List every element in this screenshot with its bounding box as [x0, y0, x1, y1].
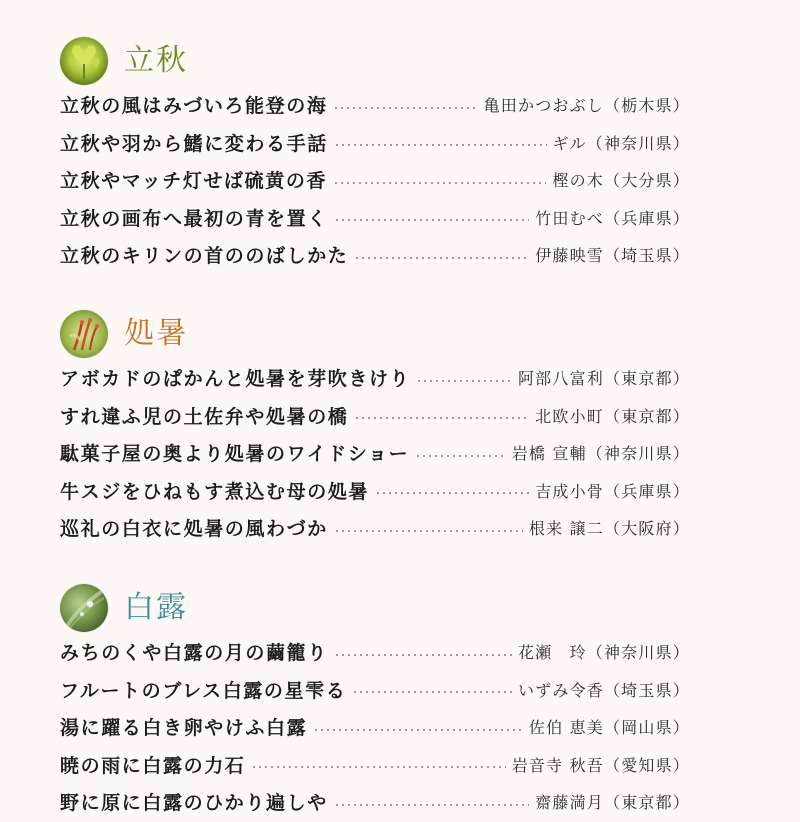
haiku-author: 佐伯 恵美（岡山県） — [528, 718, 690, 738]
haiku-row — [60, 671, 690, 709]
haiku-row — [60, 236, 690, 274]
dotted-leader — [354, 257, 529, 259]
haiku-author: いずみ令香（埼玉県） — [517, 680, 690, 700]
haiku-author: 亀田かつおぶし（栃木県） — [483, 96, 690, 116]
haiku-text: 暁の雨に白露の力石 — [60, 754, 246, 777]
haiku-text: 駄菓子屋の奥より処暑のワイドショー — [60, 443, 410, 466]
haiku-author: 伊藤映雪（埼玉県） — [535, 246, 690, 266]
haiku-row — [60, 472, 690, 510]
dotted-leader — [334, 144, 547, 146]
haiku-author: 吉成小骨（兵庫県） — [535, 481, 690, 501]
dotted-leader — [415, 455, 505, 457]
haiku-text: 立秋や羽から鰭に変わる手話 — [60, 132, 328, 155]
haiku-author: 竹田むべ（兵庫県） — [535, 208, 690, 228]
section-header — [60, 36, 188, 86]
haiku-text: 立秋の画布へ最初の青を置く — [60, 207, 328, 230]
haiku-list — [60, 359, 690, 547]
haiku-row — [60, 633, 690, 671]
haiku-row — [60, 359, 690, 397]
haiku-author: 根来 譲二（大阪府） — [528, 519, 690, 539]
dotted-leader — [334, 804, 529, 806]
section-title: 立秋 — [124, 43, 188, 78]
dotted-leader — [352, 691, 512, 693]
haiku-row — [60, 509, 690, 547]
dotted-leader — [334, 654, 512, 656]
haiku-row — [60, 86, 690, 124]
haiku-author: 樫の木（大分県） — [552, 171, 690, 191]
haiku-author: 阿部八富利（東京都） — [517, 369, 690, 389]
haiku-row — [60, 124, 690, 162]
haiku-text: すれ違ふ児の土佐弁や処暑の橋 — [60, 405, 349, 428]
haiku-text: 野に原に白露のひかり遍しや — [60, 792, 328, 815]
red-lily-flower-icon — [60, 310, 108, 358]
haiku-author: ギル（神奈川県） — [552, 133, 690, 153]
haiku-author: 岩音寺 秋吾（愛知県） — [511, 755, 690, 775]
haiku-text: 湯に躍る白き卵やけふ白露 — [60, 717, 308, 740]
haiku-text: アボカドのぱかんと処暑を芽吹きけり — [60, 368, 411, 391]
haiku-text: 立秋の風はみづいろ能登の海 — [60, 95, 328, 118]
haiku-row — [60, 746, 690, 784]
section-title: 処暑 — [124, 316, 188, 351]
dotted-leader — [375, 492, 529, 494]
haiku-text: フルートのブレス白露の星雫る — [60, 679, 347, 702]
haiku-row — [60, 434, 690, 472]
haiku-text: みちのくや白露の月の繭籠り — [60, 642, 328, 665]
haiku-author: 岩橋 宣輔（神奈川県） — [511, 444, 690, 464]
dotted-leader — [313, 729, 523, 731]
dotted-leader — [416, 380, 512, 382]
haiku-row — [60, 161, 690, 199]
section-title: 白露 — [124, 590, 188, 625]
haiku-text: 巡礼の白衣に処暑の風わづか — [60, 518, 328, 541]
haiku-text: 立秋やマッチ灯せば硫黄の香 — [60, 170, 328, 193]
haiku-list — [60, 633, 690, 821]
haiku-text: 牛スジをひねもす煮込む母の処暑 — [60, 480, 370, 503]
section-header — [60, 583, 188, 633]
dewdrop-leaf-icon — [60, 584, 108, 632]
dotted-leader — [333, 107, 477, 109]
dotted-leader — [251, 766, 505, 768]
dotted-leader — [333, 182, 546, 184]
haiku-row — [60, 708, 690, 746]
ginkgo-leaf-icon — [60, 37, 108, 85]
section-header — [60, 309, 188, 359]
haiku-row — [60, 199, 690, 237]
dotted-leader — [334, 530, 523, 532]
haiku-author: 齋藤満月（東京都） — [535, 793, 690, 813]
haiku-list — [60, 86, 690, 274]
haiku-row — [60, 783, 690, 821]
haiku-author: 北欧小町（東京都） — [535, 406, 690, 426]
dotted-leader — [354, 417, 529, 419]
haiku-author: 花瀬 玲（神奈川県） — [517, 643, 690, 663]
haiku-row — [60, 397, 690, 435]
dotted-leader — [334, 219, 529, 221]
haiku-text: 立秋のキリンの首ののばしかた — [60, 245, 349, 268]
